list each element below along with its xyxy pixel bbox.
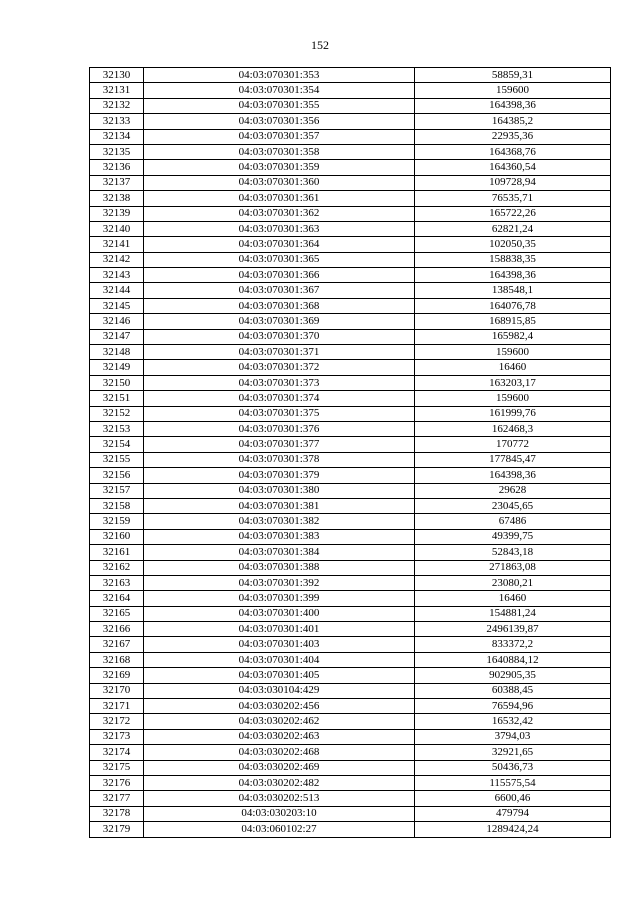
table-row [90,452,611,467]
cadastral-number-cell: 04:03:070301:373 [144,375,415,390]
cadastral-number-cell: 04:03:070301:371 [144,345,415,360]
table-row [90,699,611,714]
cadastral-value-cell: 162468,3 [415,421,611,436]
table-row [90,714,611,729]
cadastral-value-cell: 170772 [415,437,611,452]
table-row [90,760,611,775]
cadastral-value-cell: 164368,76 [415,144,611,159]
cadastral-value-cell: 165722,26 [415,206,611,221]
row-number-cell: 32150 [90,375,144,390]
cadastral-value-table [89,67,611,838]
cadastral-value-cell: 164385,2 [415,114,611,129]
cadastral-value-cell: 49399,75 [415,529,611,544]
table-row [90,652,611,667]
row-number-cell: 32163 [90,575,144,590]
cadastral-number-cell: 04:03:070301:384 [144,545,415,560]
cadastral-number-cell: 04:03:070301:400 [144,606,415,621]
table-row [90,498,611,513]
cadastral-number-cell: 04:03:030202:456 [144,699,415,714]
table-row [90,683,611,698]
row-number-cell: 32140 [90,221,144,236]
cadastral-number-cell: 04:03:070301:364 [144,237,415,252]
row-number-cell: 32177 [90,791,144,806]
row-number-cell: 32157 [90,483,144,498]
table-row [90,206,611,221]
row-number-cell: 32166 [90,622,144,637]
cadastral-number-cell: 04:03:070301:374 [144,391,415,406]
cadastral-number-cell: 04:03:070301:403 [144,637,415,652]
table-row [90,391,611,406]
cadastral-value-cell: 271863,08 [415,560,611,575]
cadastral-number-cell: 04:03:070301:378 [144,452,415,467]
row-number-cell: 32156 [90,468,144,483]
cadastral-value-cell: 138548,1 [415,283,611,298]
table-row [90,560,611,575]
row-number-cell: 32144 [90,283,144,298]
table-row [90,375,611,390]
cadastral-value-cell: 164076,78 [415,298,611,313]
table-row [90,160,611,175]
row-number-cell: 32151 [90,391,144,406]
table-row [90,545,611,560]
table-row [90,468,611,483]
table-row [90,406,611,421]
cadastral-number-cell: 04:03:070301:381 [144,498,415,513]
table-row [90,221,611,236]
cadastral-number-cell: 04:03:070301:392 [144,575,415,590]
cadastral-value-cell: 159600 [415,345,611,360]
table-row [90,68,611,83]
row-number-cell: 32159 [90,514,144,529]
cadastral-number-cell: 04:03:070301:355 [144,98,415,113]
row-number-cell: 32173 [90,729,144,744]
cadastral-value-cell: 164398,36 [415,268,611,283]
row-number-cell: 32130 [90,68,144,83]
cadastral-number-cell: 04:03:030202:513 [144,791,415,806]
row-number-cell: 32165 [90,606,144,621]
table-row [90,175,611,190]
cadastral-value-cell: 168915,85 [415,314,611,329]
table-row [90,822,611,837]
row-number-cell: 32136 [90,160,144,175]
cadastral-number-cell: 04:03:070301:362 [144,206,415,221]
cadastral-value-cell: 76535,71 [415,191,611,206]
cadastral-value-cell: 164398,36 [415,468,611,483]
cadastral-number-cell: 04:03:070301:367 [144,283,415,298]
row-number-cell: 32158 [90,498,144,513]
cadastral-value-cell: 16460 [415,360,611,375]
table-row [90,129,611,144]
cadastral-value-cell: 22935,36 [415,129,611,144]
cadastral-number-cell: 04:03:070301:382 [144,514,415,529]
cadastral-value-cell: 161999,76 [415,406,611,421]
row-number-cell: 32175 [90,760,144,775]
cadastral-value-cell: 52843,18 [415,545,611,560]
cadastral-value-cell: 23045,65 [415,498,611,513]
cadastral-number-cell: 04:03:070301:377 [144,437,415,452]
cadastral-value-cell: 6600,46 [415,791,611,806]
cadastral-number-cell: 04:03:070301:380 [144,483,415,498]
table-row [90,268,611,283]
table-row [90,806,611,821]
row-number-cell: 32161 [90,545,144,560]
table-row [90,637,611,652]
cadastral-number-cell: 04:03:070301:366 [144,268,415,283]
cadastral-number-cell: 04:03:070301:405 [144,668,415,683]
row-number-cell: 32131 [90,83,144,98]
cadastral-number-cell: 04:03:070301:358 [144,144,415,159]
row-number-cell: 32174 [90,745,144,760]
cadastral-number-cell: 04:03:030203:10 [144,806,415,821]
row-number-cell: 32148 [90,345,144,360]
cadastral-number-cell: 04:03:070301:383 [144,529,415,544]
row-number-cell: 32135 [90,144,144,159]
row-number-cell: 32134 [90,129,144,144]
row-number-cell: 32133 [90,114,144,129]
table-row [90,775,611,790]
row-number-cell: 32143 [90,268,144,283]
cadastral-value-cell: 154881,24 [415,606,611,621]
cadastral-number-cell: 04:03:030202:463 [144,729,415,744]
cadastral-value-cell: 159600 [415,83,611,98]
row-number-cell: 32137 [90,175,144,190]
cadastral-value-cell: 3794,03 [415,729,611,744]
table-row [90,575,611,590]
row-number-cell: 32160 [90,529,144,544]
table-row [90,345,611,360]
cadastral-number-cell: 04:03:070301:388 [144,560,415,575]
table-row [90,144,611,159]
row-number-cell: 32178 [90,806,144,821]
cadastral-number-cell: 04:03:030202:462 [144,714,415,729]
row-number-cell: 32138 [90,191,144,206]
cadastral-number-cell: 04:03:070301:356 [144,114,415,129]
table-row [90,421,611,436]
cadastral-value-cell: 177845,47 [415,452,611,467]
cadastral-number-cell: 04:03:030202:482 [144,775,415,790]
cadastral-number-cell: 04:03:030104:429 [144,683,415,698]
cadastral-number-cell: 04:03:060102:27 [144,822,415,837]
cadastral-value-cell: 76594,96 [415,699,611,714]
row-number-cell: 32167 [90,637,144,652]
table-row [90,791,611,806]
table-row [90,514,611,529]
table-row [90,283,611,298]
row-number-cell: 32142 [90,252,144,267]
cadastral-value-cell: 67486 [415,514,611,529]
table-row [90,329,611,344]
table-row [90,252,611,267]
cadastral-number-cell: 04:03:070301:360 [144,175,415,190]
cadastral-value-cell: 833372,2 [415,637,611,652]
row-number-cell: 32169 [90,668,144,683]
row-number-cell: 32162 [90,560,144,575]
cadastral-number-cell: 04:03:070301:379 [144,468,415,483]
row-number-cell: 32171 [90,699,144,714]
row-number-cell: 32155 [90,452,144,467]
cadastral-number-cell: 04:03:070301:399 [144,591,415,606]
row-number-cell: 32170 [90,683,144,698]
cadastral-value-cell: 109728,94 [415,175,611,190]
cadastral-value-cell: 50436,73 [415,760,611,775]
cadastral-number-cell: 04:03:070301:359 [144,160,415,175]
cadastral-value-cell: 32921,65 [415,745,611,760]
cadastral-number-cell: 04:03:070301:361 [144,191,415,206]
cadastral-number-cell: 04:03:070301:376 [144,421,415,436]
table-row [90,529,611,544]
row-number-cell: 32149 [90,360,144,375]
row-number-cell: 32145 [90,298,144,313]
cadastral-number-cell: 04:03:070301:357 [144,129,415,144]
cadastral-value-cell: 159600 [415,391,611,406]
table-row [90,591,611,606]
row-number-cell: 32132 [90,98,144,113]
cadastral-value-cell: 163203,17 [415,375,611,390]
table-row [90,437,611,452]
row-number-cell: 32146 [90,314,144,329]
row-number-cell: 32139 [90,206,144,221]
row-number-cell: 32141 [90,237,144,252]
cadastral-value-cell: 164360,54 [415,160,611,175]
table-row [90,98,611,113]
cadastral-value-cell: 2496139,87 [415,622,611,637]
row-number-cell: 32164 [90,591,144,606]
cadastral-value-cell: 29628 [415,483,611,498]
cadastral-value-cell: 1640884,12 [415,652,611,667]
table-row [90,622,611,637]
cadastral-number-cell: 04:03:030202:469 [144,760,415,775]
cadastral-value-cell: 16532,42 [415,714,611,729]
table-row [90,314,611,329]
row-number-cell: 32179 [90,822,144,837]
table-row [90,237,611,252]
table-row [90,360,611,375]
cadastral-number-cell: 04:03:070301:365 [144,252,415,267]
cadastral-value-cell: 165982,4 [415,329,611,344]
cadastral-value-cell: 115575,54 [415,775,611,790]
cadastral-value-cell: 16460 [415,591,611,606]
table-row [90,191,611,206]
row-number-cell: 32172 [90,714,144,729]
cadastral-value-cell: 102050,35 [415,237,611,252]
cadastral-number-cell: 04:03:070301:368 [144,298,415,313]
table-row [90,298,611,313]
cadastral-value-cell: 60388,45 [415,683,611,698]
table-row [90,745,611,760]
cadastral-value-cell: 1289424,24 [415,822,611,837]
row-number-cell: 32154 [90,437,144,452]
row-number-cell: 32176 [90,775,144,790]
row-number-cell: 32168 [90,652,144,667]
page-number: 152 [311,38,329,52]
table-row [90,668,611,683]
cadastral-value-cell: 23080,21 [415,575,611,590]
cadastral-number-cell: 04:03:070301:363 [144,221,415,236]
row-number-cell: 32152 [90,406,144,421]
table-row [90,729,611,744]
row-number-cell: 32153 [90,421,144,436]
table-row [90,606,611,621]
row-number-cell: 32147 [90,329,144,344]
cadastral-number-cell: 04:03:070301:401 [144,622,415,637]
cadastral-value-cell: 164398,36 [415,98,611,113]
cadastral-number-cell: 04:03:070301:370 [144,329,415,344]
table-row [90,114,611,129]
table-row [90,483,611,498]
cadastral-number-cell: 04:03:070301:404 [144,652,415,667]
cadastral-number-cell: 04:03:030202:468 [144,745,415,760]
table-row [90,83,611,98]
cadastral-number-cell: 04:03:070301:372 [144,360,415,375]
table-body [90,68,611,838]
cadastral-value-cell: 902905,35 [415,668,611,683]
cadastral-value-cell: 62821,24 [415,221,611,236]
cadastral-number-cell: 04:03:070301:354 [144,83,415,98]
cadastral-value-cell: 158838,35 [415,252,611,267]
cadastral-number-cell: 04:03:070301:375 [144,406,415,421]
cadastral-number-cell: 04:03:070301:369 [144,314,415,329]
cadastral-value-cell: 479794 [415,806,611,821]
cadastral-value-cell: 58859,31 [415,68,611,83]
cadastral-number-cell: 04:03:070301:353 [144,68,415,83]
